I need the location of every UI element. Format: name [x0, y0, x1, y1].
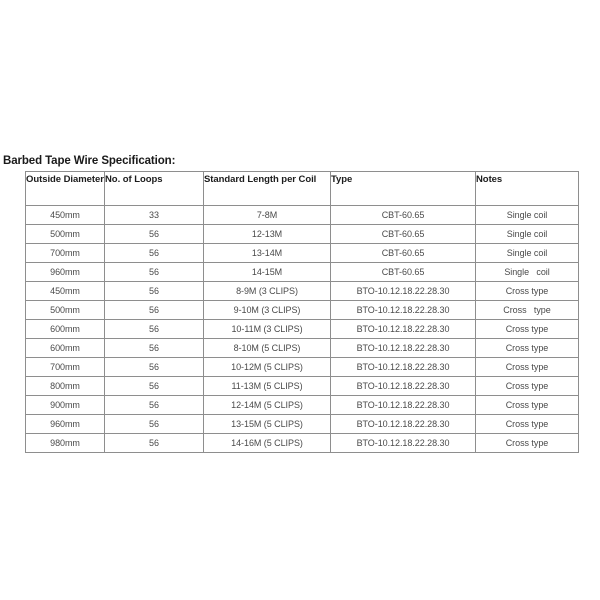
cell-standard_length_per_coil: 14-15M	[204, 263, 331, 282]
cell-outside_diameter: 900mm	[26, 396, 105, 415]
cell-outside_diameter: 980mm	[26, 434, 105, 453]
table-header-row	[26, 172, 579, 206]
cell-no_of_loops: 56	[105, 244, 204, 263]
cell-notes: Cross type	[476, 415, 579, 434]
table-row	[26, 263, 579, 282]
cell-notes: Cross type	[476, 320, 579, 339]
cell-standard_length_per_coil: 13-15M (5 CLIPS)	[204, 415, 331, 434]
cell-standard_length_per_coil: 10-12M (5 CLIPS)	[204, 358, 331, 377]
specification-table-container	[25, 171, 578, 453]
cell-type: BTO-10.12.18.22.28.30	[331, 358, 476, 377]
cell-type: BTO-10.12.18.22.28.30	[331, 434, 476, 453]
cell-type: BTO-10.12.18.22.28.30	[331, 282, 476, 301]
cell-standard_length_per_coil: 7-8M	[204, 206, 331, 225]
cell-no_of_loops: 56	[105, 263, 204, 282]
cell-no_of_loops: 56	[105, 415, 204, 434]
cell-notes: Single coil	[476, 244, 579, 263]
table-row	[26, 434, 579, 453]
cell-no_of_loops: 56	[105, 301, 204, 320]
table-row	[26, 377, 579, 396]
table-row	[26, 415, 579, 434]
cell-outside_diameter: 700mm	[26, 244, 105, 263]
table-row	[26, 244, 579, 263]
cell-outside_diameter: 600mm	[26, 320, 105, 339]
cell-standard_length_per_coil: 10-11M (3 CLIPS)	[204, 320, 331, 339]
cell-outside_diameter: 600mm	[26, 339, 105, 358]
cell-type: CBT-60.65	[331, 244, 476, 263]
column-header-no-of-loops: No. of Loops	[105, 172, 204, 206]
cell-type: BTO-10.12.18.22.28.30	[331, 301, 476, 320]
cell-type: CBT-60.65	[331, 225, 476, 244]
cell-type: BTO-10.12.18.22.28.30	[331, 339, 476, 358]
barbed-tape-wire-specification-table	[25, 171, 579, 453]
cell-notes: Single coil	[476, 206, 579, 225]
cell-standard_length_per_coil: 14-16M (5 CLIPS)	[204, 434, 331, 453]
cell-standard_length_per_coil: 11-13M (5 CLIPS)	[204, 377, 331, 396]
cell-notes: Cross type	[476, 358, 579, 377]
cell-outside_diameter: 500mm	[26, 301, 105, 320]
table-row	[26, 339, 579, 358]
cell-no_of_loops: 56	[105, 396, 204, 415]
table-row	[26, 301, 579, 320]
column-header-type: Type	[331, 172, 476, 206]
table-row	[26, 320, 579, 339]
cell-type: BTO-10.12.18.22.28.30	[331, 320, 476, 339]
table-header	[26, 172, 579, 206]
cell-type: BTO-10.12.18.22.28.30	[331, 396, 476, 415]
cell-type: CBT-60.65	[331, 206, 476, 225]
cell-outside_diameter: 450mm	[26, 206, 105, 225]
cell-notes: Cross type	[476, 377, 579, 396]
cell-standard_length_per_coil: 9-10M (3 CLIPS)	[204, 301, 331, 320]
cell-notes: Cross type	[476, 282, 579, 301]
cell-no_of_loops: 56	[105, 434, 204, 453]
column-header-notes: Notes	[476, 172, 579, 206]
cell-outside_diameter: 960mm	[26, 415, 105, 434]
cell-notes: Cross type	[476, 396, 579, 415]
table-row	[26, 396, 579, 415]
cell-standard_length_per_coil: 12-14M (5 CLIPS)	[204, 396, 331, 415]
cell-notes: Single coil	[476, 263, 579, 282]
page-title: Barbed Tape Wire Specification:	[3, 155, 176, 167]
cell-standard_length_per_coil: 8-9M (3 CLIPS)	[204, 282, 331, 301]
cell-no_of_loops: 33	[105, 206, 204, 225]
cell-no_of_loops: 56	[105, 339, 204, 358]
cell-no_of_loops: 56	[105, 377, 204, 396]
column-header-standard-length-per-coil: Standard Length per Coil	[204, 172, 331, 206]
cell-type: BTO-10.12.18.22.28.30	[331, 377, 476, 396]
cell-notes: Cross type	[476, 301, 579, 320]
cell-type: CBT-60.65	[331, 263, 476, 282]
cell-notes: Cross type	[476, 339, 579, 358]
cell-no_of_loops: 56	[105, 358, 204, 377]
cell-notes: Cross type	[476, 434, 579, 453]
cell-outside_diameter: 800mm	[26, 377, 105, 396]
cell-standard_length_per_coil: 8-10M (5 CLIPS)	[204, 339, 331, 358]
cell-standard_length_per_coil: 12-13M	[204, 225, 331, 244]
cell-no_of_loops: 56	[105, 282, 204, 301]
table-body	[26, 206, 579, 453]
cell-standard_length_per_coil: 13-14M	[204, 244, 331, 263]
cell-notes: Single coil	[476, 225, 579, 244]
table-row	[26, 358, 579, 377]
table-row	[26, 282, 579, 301]
table-row	[26, 206, 579, 225]
cell-outside_diameter: 500mm	[26, 225, 105, 244]
cell-type: BTO-10.12.18.22.28.30	[331, 415, 476, 434]
cell-no_of_loops: 56	[105, 320, 204, 339]
cell-outside_diameter: 960mm	[26, 263, 105, 282]
cell-outside_diameter: 700mm	[26, 358, 105, 377]
column-header-outside-diameter: Outside Diameter	[26, 172, 105, 206]
cell-no_of_loops: 56	[105, 225, 204, 244]
cell-outside_diameter: 450mm	[26, 282, 105, 301]
table-row	[26, 225, 579, 244]
